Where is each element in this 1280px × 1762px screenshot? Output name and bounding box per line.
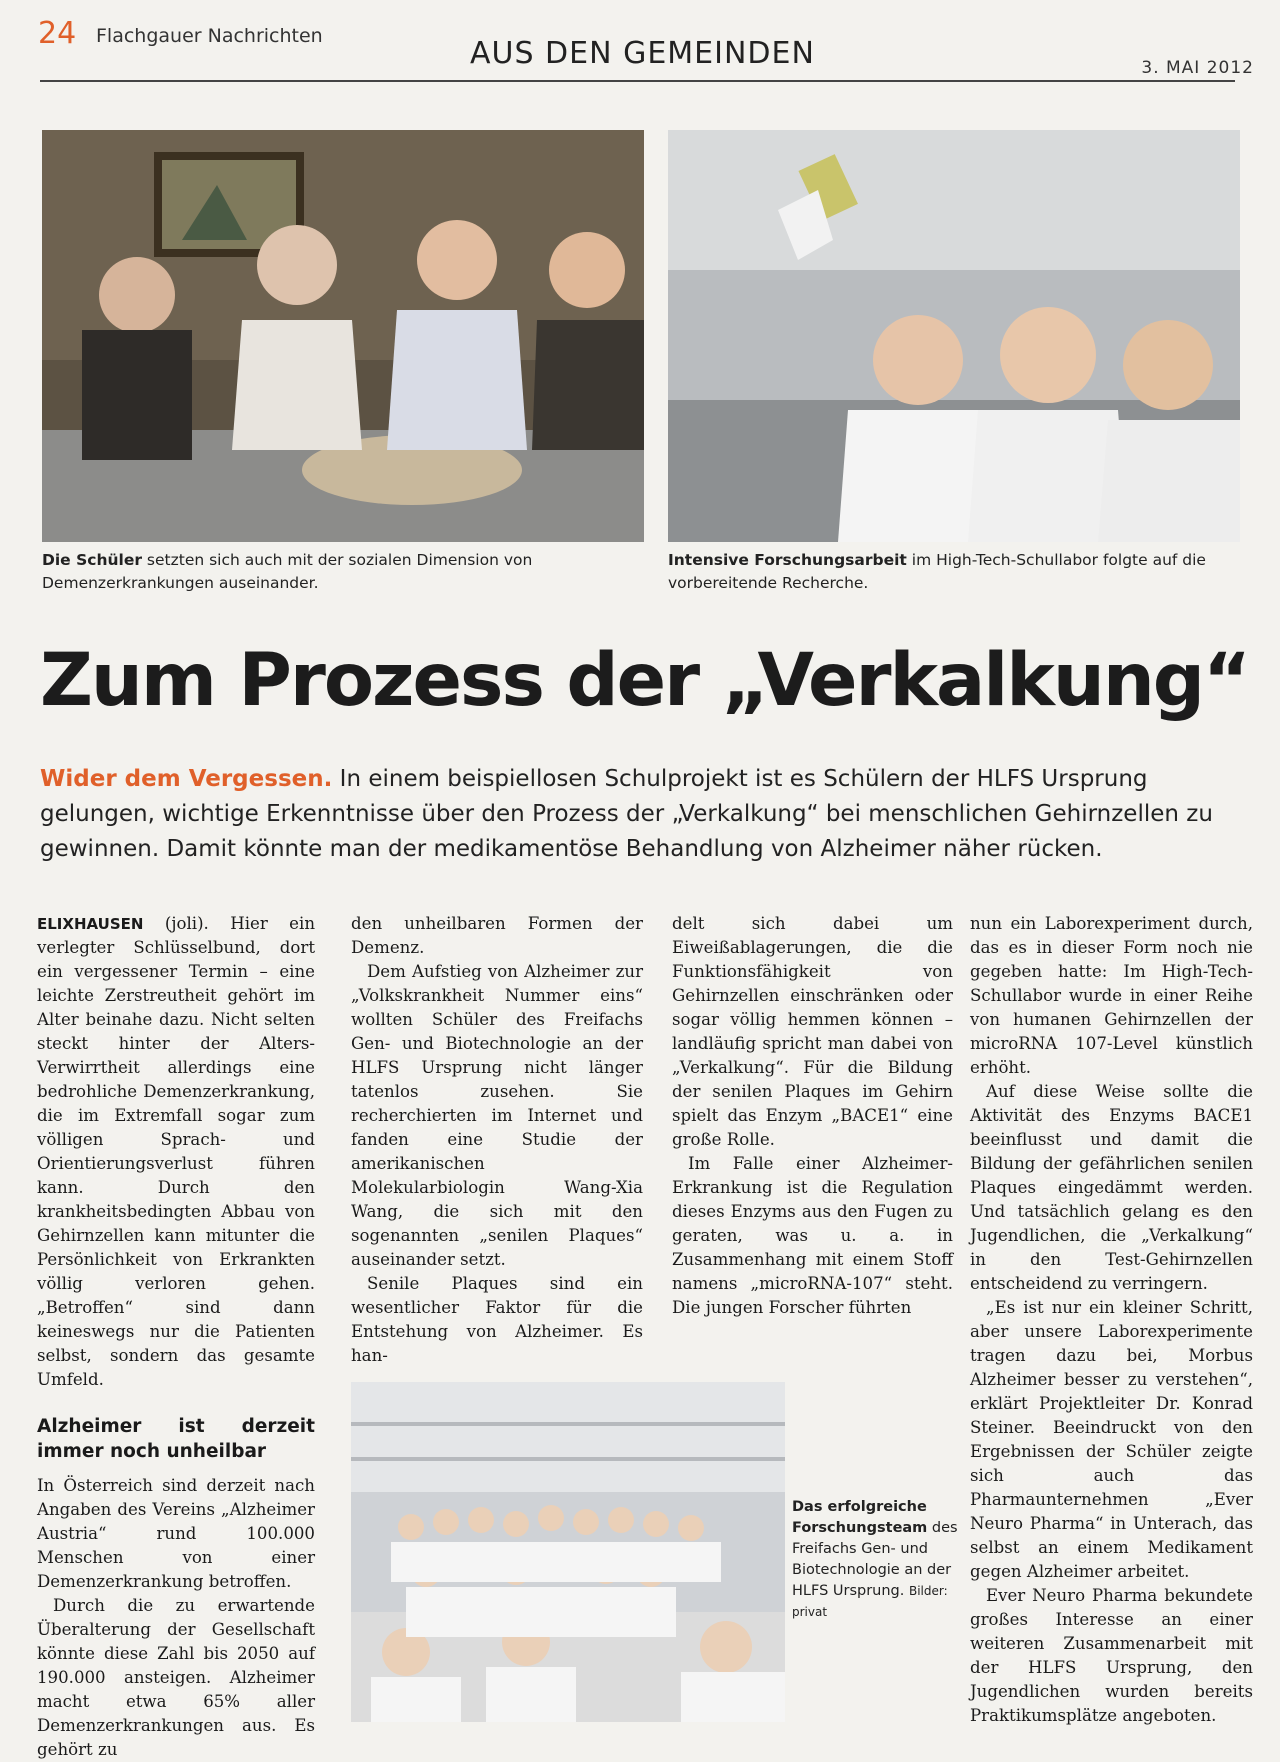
masthead-rule <box>40 80 1235 82</box>
article-paragraph: In Österreich sind derzeit nach Angaben des Vereins „Alzheimer Austria“ rund 100.000 Menschen von einer Demenzerkrankung betroffen. <box>37 1476 315 1591</box>
article-paragraph: Senile Plaques sind ein wesentlicher Faktor für die Entstehung von Alzheimer. Es han- <box>351 1274 643 1365</box>
team-caption-text: des Freifachs Gen- und Biotechnologie an der HLFS Ursprung. <box>792 1520 958 1599</box>
photo-right-caption-text: im High-Tech-Schullabor folgte auf die vorbereitende Recherche. <box>668 551 1206 592</box>
photo-credit: Bilder: privat <box>792 1584 948 1619</box>
photo-right-caption-bold: Intensive Forschungsarbeit <box>668 551 907 569</box>
article-paragraph: Auf diese Weise sollte die Aktivität des Enzyms BACE1 beeinflusst und damit die Bildung der gefährlichen senilen Plaques eingedämmt werden. Und tatsächlich gelang es den Jugendlichen, die „Verkalkung“ in den Test-Gehirnzellen entscheidend zu verringern. <box>970 1082 1253 1293</box>
lead-kicker: Wider dem Vergessen. <box>40 766 333 792</box>
article-paragraph: den unheilbaren Formen der Demenz. <box>351 914 643 957</box>
article-column-3 <box>672 912 953 1320</box>
article-paragraph: Durch die zu erwartende Überalterung der Gesellschaft könnte diese Zahl bis 2050 auf 190.000 ansteigen. Alzheimer macht etwa 65% aller Demenzerkrankungen aus. Es gehört zu <box>37 1596 315 1759</box>
team-caption-bold: Das erfolgreiche Forschungsteam <box>792 1499 928 1536</box>
photo-students-with-elder <box>42 130 644 542</box>
article-paragraph: nun ein Laborexperiment durch, das es in dieser Form noch nie gegeben hatte: Im High-Tech-Schullabor wurde in einer Reihe von humanen Gehirnzellen der microRNA 107-Level künstlich erhöht. <box>970 914 1253 1077</box>
publication-date: 3. MAI 2012 <box>1141 58 1254 78</box>
photo-left-caption-bold: Die Schüler <box>42 551 142 569</box>
paragraph-text: (joli). Hier ein verlegter Schlüsselbund, dort ein vergessener Termin – eine leichte Zerstreutheit gehört im Alter beinahe dazu. Nicht selten steckt hinter der Alters-Verwirrtheit allerdings eine bedrohliche Demenzerkrankung, die im Extremfall sogar zum völligen Sprach- und Orientierungsverlust führen kann. Durch den krankheitsbedingten Abbau von Gehirnzellen kann mitunter die Persönlichkeit von Erkrankten völlig verloren gehen. „Betroffen“ sind dann keineswegs nur die Patienten selbst, sondern das gesamte Umfeld. <box>37 914 315 1389</box>
team-photo-caption <box>792 1497 962 1623</box>
article-column-2 <box>351 912 643 1368</box>
publication-name: Flachgauer Nachrichten <box>96 25 323 47</box>
article-paragraph: delt sich dabei um Eiweißablagerungen, die die Funktionsfähigkeit von Gehirnzellen einschränken oder sogar völlig hemmen können – landläufig spricht man dabei von „Verkalkung“. Für die Bildung der senilen Plaques im Gehirn spielt das Enzym „BACE1“ eine große Rolle. <box>672 914 953 1149</box>
article-paragraph: Im Falle einer Alzheimer-Erkrankung ist die Regulation dieses Enzyms aus den Fugen zu geraten, was u. a. in Zusammenhang mit einem Stoff namens „microRNA-107“ steht. Die jungen Forscher führten <box>672 1154 953 1317</box>
article-headline: Zum Prozess der „Verkalkung“ <box>40 638 1250 723</box>
photo-research-team <box>351 1382 785 1722</box>
article-paragraph <box>37 912 315 1392</box>
article-paragraph: „Es ist nur ein kleiner Schritt, aber unsere Laborexperimente tragen dazu bei, Morbus Alzheimer besser zu verstehen“, erklärt Projektleiter Dr. Konrad Steiner. Beeindruckt von den Ergebnissen der Schüler zeigte sich auch das Pharmaunternehmen „Ever Neuro Pharma“ in Unterach, das selbst an einem Medikament gegen Alzheimer arbeitet. <box>970 1298 1253 1581</box>
article-lead <box>40 762 1230 867</box>
photo-left-caption <box>42 549 644 595</box>
photo-left-caption-text: setzten sich auch mit der sozialen Dimension von Demenzerkrankungen auseinander. <box>42 551 533 592</box>
article-paragraph: Ever Neuro Pharma bekundete großes Interesse an einer weiteren Zusammenarbeit mit der HLFS Ursprung, den Jugendlichen wurden bereits Praktikumsplätze angeboten. <box>970 1586 1253 1725</box>
article-subhead: Alzheimer ist derzeit immer noch unheilbar <box>37 1416 315 1462</box>
article-column-1 <box>37 912 315 1762</box>
article-paragraph: Dem Aufstieg von Alzheimer zur „Volkskrankheit Nummer eins“ wollten Schüler des Freifachs Gen- und Biotechnologie an der HLFS Ursprung nicht länger tatenlos zusehen. Sie recherchierten im Internet und fanden eine Studie der amerikanischen Molekularbiologin Wang-Xia Wang, die sich mit den sogenannten „senilen Plaques“ auseinander setzt. <box>351 962 643 1269</box>
article-column-4 <box>970 912 1253 1728</box>
section-title: AUS DEN GEMEINDEN <box>470 36 815 71</box>
page-number: 24 <box>38 16 77 51</box>
photo-right-caption <box>668 549 1240 595</box>
lead-text: In einem beispiellosen Schulprojekt ist es Schülern der HLFS Ursprung gelungen, wichtige Erkenntnisse über den Prozess der „Verkalkung“ bei menschlichen Gehirnzellen zu gewinnen. Damit könnte man der medikamentöse Behandlung von Alzheimer näher rücken. <box>40 766 1213 862</box>
dateline: ELIXHAUSEN <box>37 915 144 933</box>
photo-lab-research <box>668 130 1240 542</box>
